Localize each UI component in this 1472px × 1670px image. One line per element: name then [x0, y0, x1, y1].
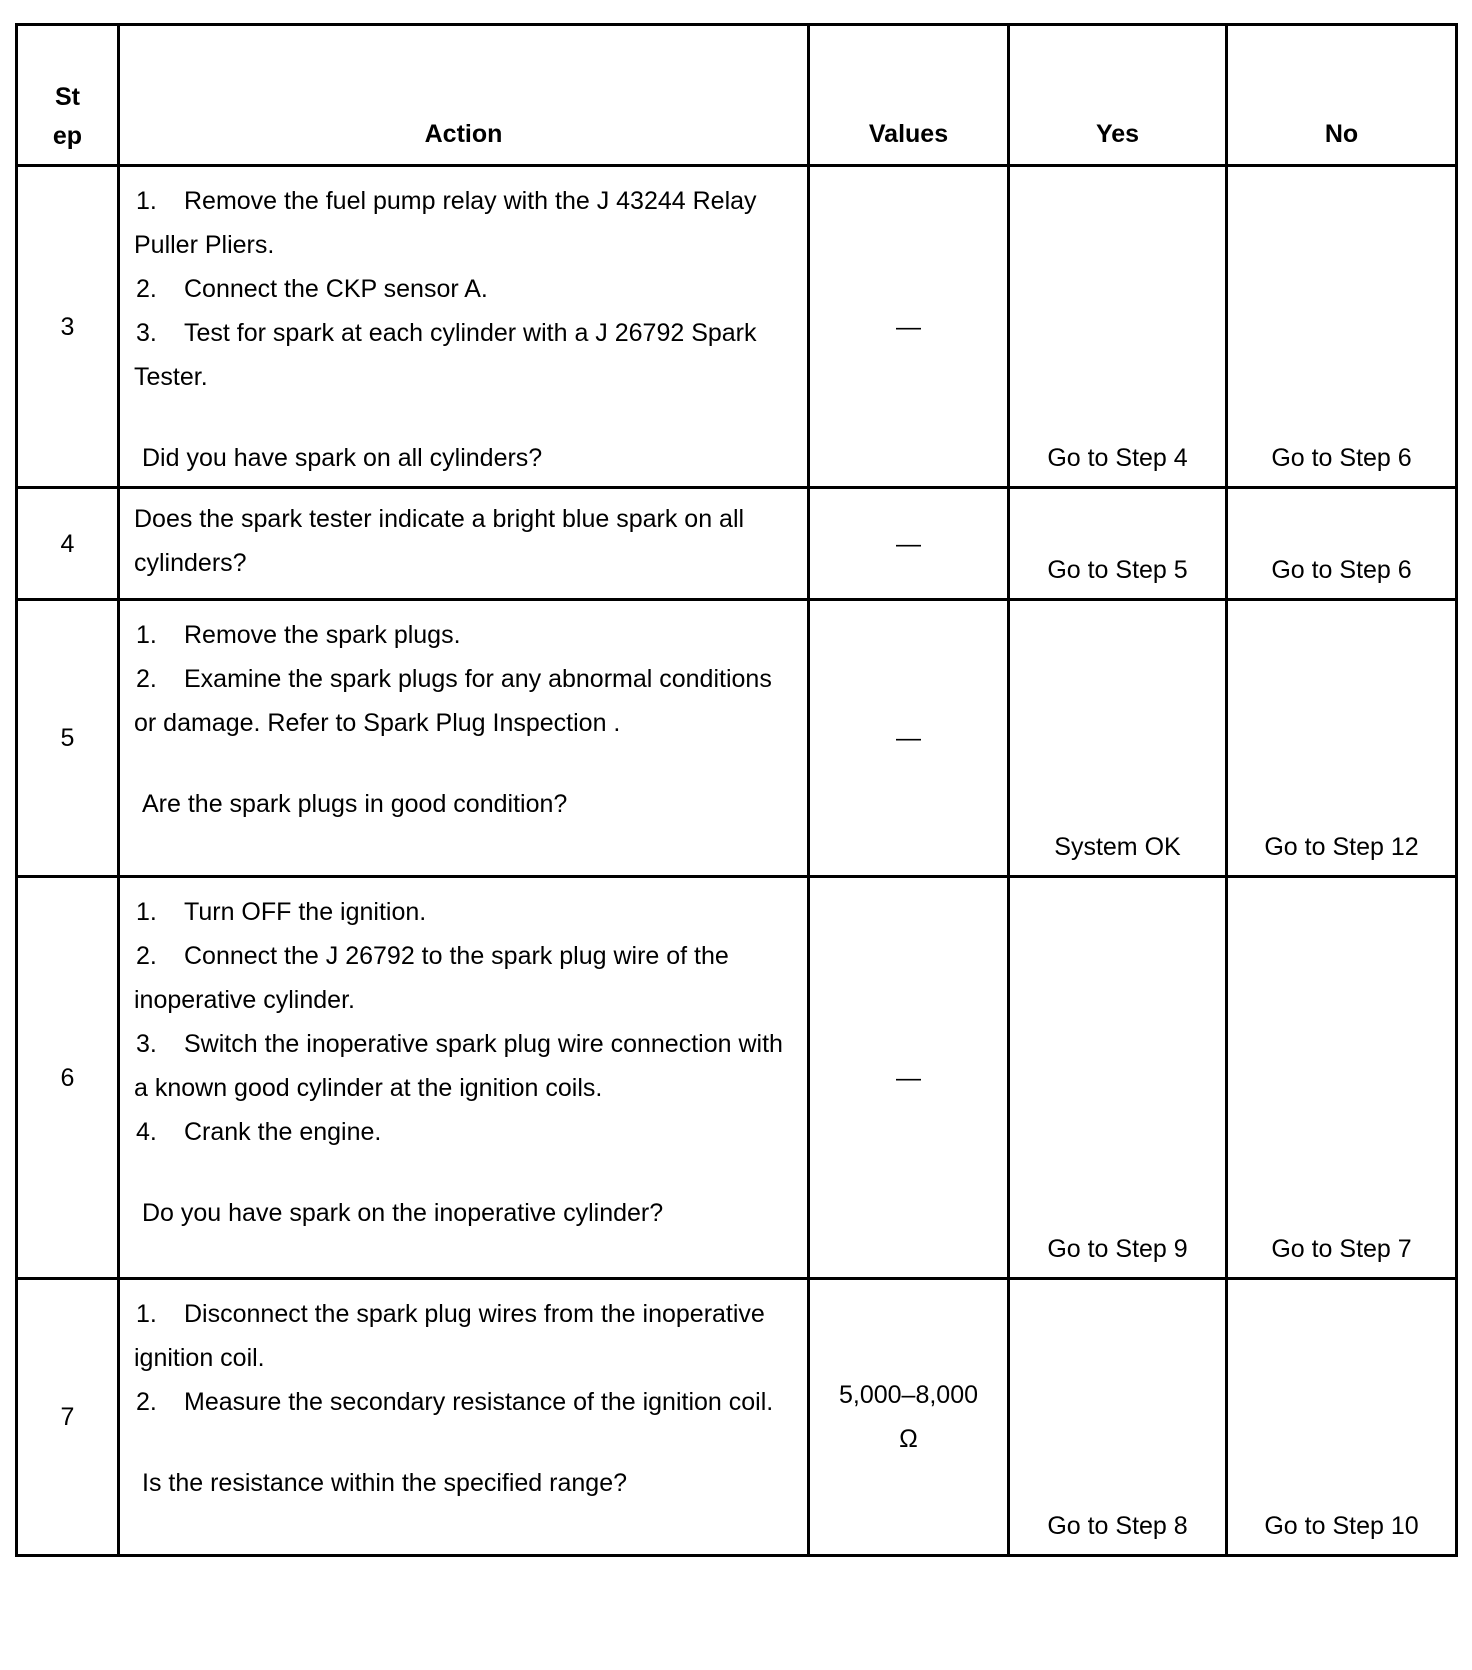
header-yes: Yes	[1009, 25, 1227, 166]
step-number: 7	[17, 1279, 119, 1556]
action-item: 1. Remove the spark plugs.	[136, 621, 461, 649]
value-cell: 5,000–8,000 Ω	[809, 1279, 1009, 1556]
header-step-line2: ep	[52, 122, 83, 150]
action-cell	[119, 488, 809, 600]
step-number: 6	[17, 877, 119, 1279]
value-cell: —	[809, 877, 1009, 1279]
no-cell: Go to Step 12	[1227, 600, 1457, 877]
header-step	[17, 25, 119, 166]
step-number: 5	[17, 600, 119, 877]
header-action: Action	[119, 25, 809, 166]
table-row	[17, 166, 1457, 488]
action-item: 1. Remove the fuel pump relay with the J 43244 Relay Puller Pliers.	[134, 187, 757, 259]
action-question: Does the spark tester indicate a bright blue spark on all cylinders?	[134, 505, 745, 577]
no-cell: Go to Step 6	[1227, 166, 1457, 488]
action-item: 2. Examine the spark plugs for any abnormal conditions or damage. Refer to Spark Plug Inspection .	[134, 665, 772, 737]
action-item: 3. Switch the inoperative spark plug wire connection with a known good cylinder at the ignition coils.	[134, 1030, 783, 1102]
step-number: 3	[17, 166, 119, 488]
table-row	[17, 877, 1457, 1279]
header-row	[17, 25, 1457, 166]
action-question: Do you have spark on the inoperative cylinder?	[142, 1199, 664, 1227]
action-item: 1. Disconnect the spark plug wires from the inoperative ignition coil.	[134, 1300, 765, 1372]
action-cell	[119, 877, 809, 1279]
action-cell	[119, 600, 809, 877]
yes-cell: System OK	[1009, 600, 1227, 877]
yes-cell: Go to Step 8	[1009, 1279, 1227, 1556]
action-item: 2. Measure the secondary resistance of the ignition coil.	[136, 1388, 774, 1416]
yes-cell: Go to Step 9	[1009, 877, 1227, 1279]
header-step-line1: St	[55, 83, 80, 111]
action-item: 2. Connect the CKP sensor A.	[136, 275, 488, 303]
header-values: Values	[809, 25, 1009, 166]
yes-cell: Go to Step 4	[1009, 166, 1227, 488]
action-cell	[119, 1279, 809, 1556]
action-question: Are the spark plugs in good condition?	[142, 790, 568, 818]
no-cell: Go to Step 10	[1227, 1279, 1457, 1556]
action-item: 1. Turn OFF the ignition.	[136, 898, 427, 926]
table-row	[17, 1279, 1457, 1556]
yes-cell: Go to Step 5	[1009, 488, 1227, 600]
table-row	[17, 600, 1457, 877]
header-no: No	[1227, 25, 1457, 166]
diagnostic-table	[15, 23, 1458, 1557]
step-number: 4	[17, 488, 119, 600]
action-question: Is the resistance within the specified range?	[142, 1469, 627, 1497]
action-cell	[119, 166, 809, 488]
action-item: 2. Connect the J 26792 to the spark plug wire of the inoperative cylinder.	[134, 942, 729, 1014]
action-item: 3. Test for spark at each cylinder with a J 26792 Spark Tester.	[134, 319, 757, 391]
action-question: Did you have spark on all cylinders?	[142, 444, 543, 472]
table-row	[17, 488, 1457, 600]
no-cell: Go to Step 6	[1227, 488, 1457, 600]
value-cell: —	[809, 488, 1009, 600]
action-item: 4. Crank the engine.	[136, 1118, 382, 1146]
value-cell: —	[809, 166, 1009, 488]
no-cell: Go to Step 7	[1227, 877, 1457, 1279]
value-cell: —	[809, 600, 1009, 877]
